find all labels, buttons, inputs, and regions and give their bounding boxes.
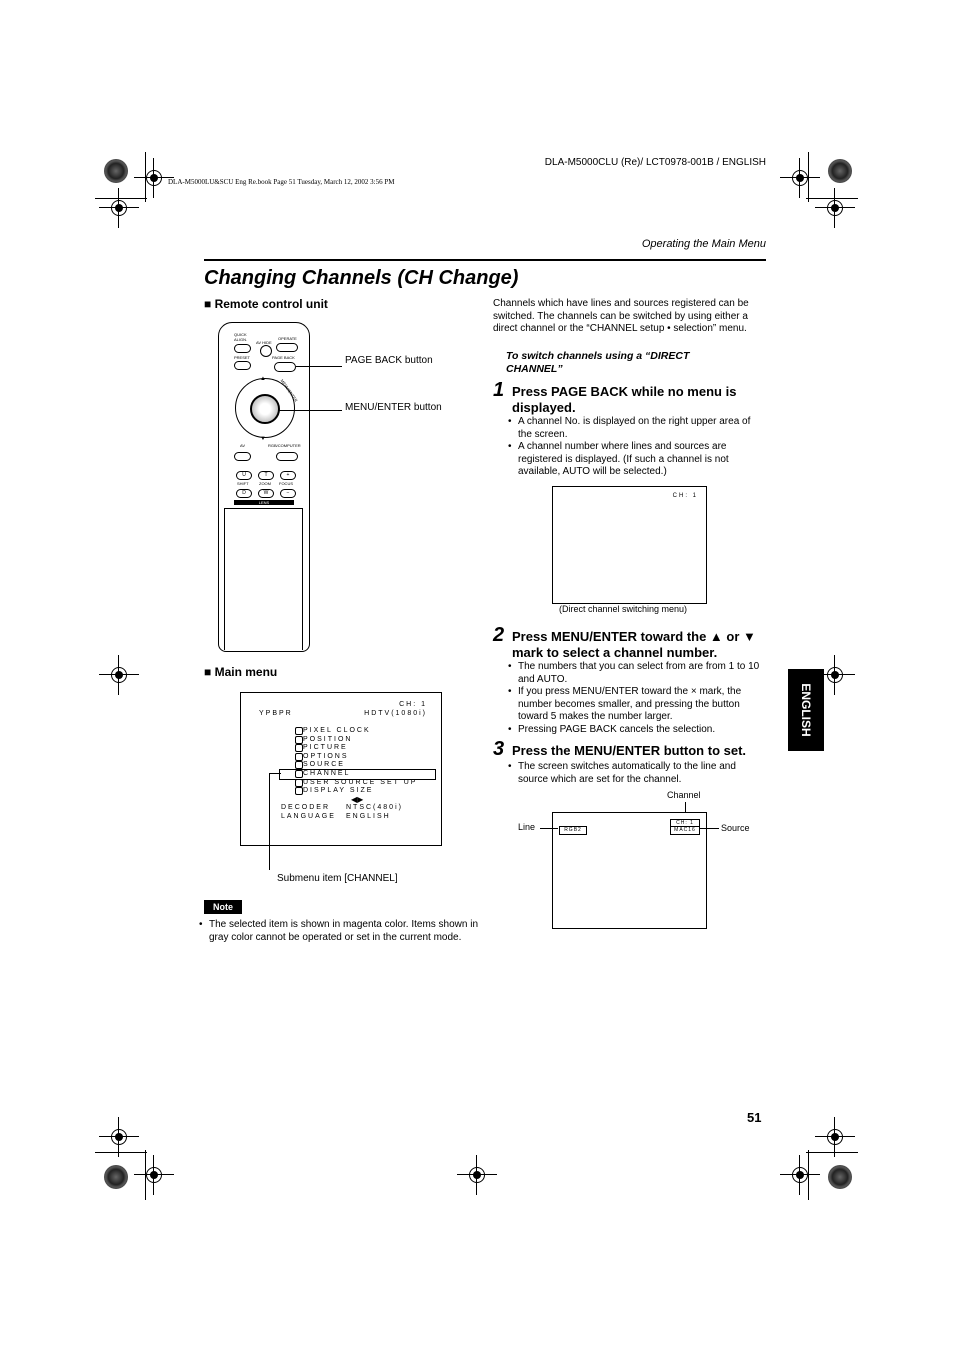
menu-item-pixel-clock[interactable]: PIXEL CLOCK — [303, 727, 371, 734]
menu-item-position[interactable]: POSITION — [303, 736, 353, 743]
crop-line — [145, 1150, 146, 1200]
screen2-line-box: RGB2 — [559, 826, 587, 835]
display-size-icon — [295, 787, 303, 795]
menu-item-source[interactable]: SOURCE — [303, 761, 345, 768]
note-text: • The selected item is shown in magenta color. Items shown in gray color cannot be operated or set in the current mode. — [198, 919, 483, 944]
main-menu-heading-text: Main menu — [214, 665, 278, 679]
operate-button[interactable] — [276, 343, 298, 352]
page-back-label: PAGE BACK — [272, 355, 295, 360]
page-back-button[interactable] — [274, 362, 296, 372]
step-1-bullets — [507, 416, 759, 479]
lens-bar: LENS — [234, 500, 294, 505]
submenu-callout: Submenu item [CHANNEL] — [277, 873, 398, 884]
options-icon — [295, 753, 303, 761]
registration-mark — [457, 1155, 497, 1195]
channel-switch-screen — [552, 812, 707, 929]
crop-line — [95, 198, 147, 199]
step-3-bullet: • The screen switches automatically to the line and source which are set for the channel. — [507, 761, 759, 786]
remote-control-illustration — [218, 322, 310, 652]
step-2-bullet: • Pressing PAGE BACK cancels the selection. — [507, 724, 764, 737]
focus-label: FOCUS — [279, 481, 293, 486]
registration-disc — [104, 1165, 128, 1189]
menu-item-channel[interactable]: CHANNEL — [303, 770, 351, 777]
av-hide-label: AV HIDE — [256, 340, 272, 345]
intro-text: Channels which have lines and sources registered can be switched. The channels can be switched by using either a direct channel or the “CHANNEL setup • selection” menu. — [493, 298, 749, 334]
language-label: LANGUAGE — [281, 813, 336, 820]
registration-mark — [99, 1117, 139, 1157]
crop-line — [806, 1152, 858, 1153]
crop-line — [808, 1150, 809, 1200]
direct-channel-screen — [552, 486, 707, 604]
main-menu-screen — [240, 692, 442, 846]
line-callout-line — [540, 828, 558, 829]
language-value[interactable]: ENGLISH — [346, 813, 391, 820]
menu-channel-number: CH: 1 — [399, 701, 427, 708]
registration-disc — [104, 159, 128, 183]
english-side-tab — [788, 669, 824, 751]
up-arrow-icon: ▲ — [260, 376, 266, 382]
preset-label: PRESET — [234, 355, 251, 360]
source-icon — [295, 761, 303, 769]
subheading: To switch channels using a “DIRECT CHANNEL” — [506, 350, 690, 375]
step-3-bullets — [507, 761, 759, 786]
menu-item-options[interactable]: OPTIONS — [303, 753, 349, 760]
picture-icon — [295, 744, 303, 752]
channel-label: Channel — [667, 790, 701, 800]
step-3-number: 3 — [493, 738, 505, 760]
registration-mark — [99, 655, 139, 695]
menu-item-display-size[interactable]: DISPLAY SIZE — [303, 787, 374, 794]
position-icon — [295, 736, 303, 744]
note-list — [198, 919, 483, 944]
menu-input-name: YPBPR — [259, 710, 293, 717]
menu-enter-callout: MENU/ENTER button — [345, 402, 442, 413]
line-label: Line — [518, 822, 536, 832]
decoder-label: DECODER — [281, 804, 331, 811]
screen1-caption: (Direct channel switching menu) — [559, 604, 688, 614]
av-hide-button[interactable] — [260, 345, 272, 357]
source-label: Source — [721, 823, 750, 833]
step-2-bullets — [507, 661, 764, 736]
page-back-callout-line — [296, 366, 342, 367]
registration-mark — [815, 188, 855, 228]
crop-line — [145, 152, 146, 202]
book-info: DLA-M5000LU&SCU Eng Re.book Page 51 Tuesday, March 12, 2002 3:56 PM — [168, 178, 395, 186]
main-menu-heading — [204, 665, 277, 679]
channel-icon — [295, 770, 303, 778]
av-button[interactable] — [234, 452, 251, 461]
remote-heading — [204, 297, 328, 311]
menu-enter-callout-line — [278, 410, 342, 411]
crop-line — [95, 1152, 147, 1153]
document-id: DLA-M5000CLU (Re)/ LCT0978-001B / ENGLISH — [544, 157, 766, 168]
header-rule — [204, 259, 766, 261]
step-2-bullet: • If you press MENU/ENTER toward the × mark, the number becomes smaller, and pressing the button toward 5 makes the number larger. — [507, 686, 764, 724]
step-1-title: Press PAGE BACK while no menu is displayed. — [512, 384, 737, 415]
remote-heading-text: Remote control unit — [214, 297, 328, 311]
menu-enter-button[interactable] — [250, 394, 280, 424]
menu-signal-format: HDTV(1080i) — [364, 710, 427, 717]
step-1-number: 1 — [493, 379, 505, 401]
operate-label: OPERATE — [278, 336, 297, 341]
menu-item-picture[interactable]: PICTURE — [303, 744, 348, 751]
crop-line — [808, 152, 809, 202]
av-label: AV — [240, 443, 246, 448]
menu-item-user-source-set-up[interactable]: USER SOURCE SET UP — [303, 779, 418, 786]
pixel-clock-icon — [295, 727, 303, 735]
registration-mark — [780, 158, 820, 198]
registration-mark — [815, 1117, 855, 1157]
w-button[interactable]: W — [258, 489, 274, 498]
page-title: Changing Channels (CH Change) — [204, 267, 519, 289]
registration-mark — [780, 1155, 820, 1195]
source-callout-line — [699, 828, 719, 829]
square-bullet-icon: ■ — [204, 665, 215, 679]
step-1-bullet: • A channel No. is displayed on the right upper area of the screen. — [507, 416, 759, 441]
screen2-channel-box: CH: 1 — [670, 819, 700, 827]
rgb-computer-button[interactable] — [276, 452, 298, 461]
left-right-arrows-icon: ◀▶ — [351, 795, 364, 804]
step-2-bullet: • The numbers that you can select from are from 1 to 10 and AUTO. — [507, 661, 764, 686]
shift-label: SHIFT — [237, 481, 249, 486]
screen2-source-box: MAC16 — [670, 826, 700, 835]
registration-mark — [134, 1155, 174, 1195]
minus-button[interactable]: − — [280, 489, 296, 498]
step-1-bullet: • A channel number where lines and sources are registered is displayed. (If such a channel is not available, AUTO will be selected.) — [507, 441, 759, 479]
english-tab-label: ENGLISH — [799, 683, 813, 737]
submenu-callout-line — [269, 773, 270, 870]
step-3-title: Press the MENU/ENTER button to set. — [512, 743, 747, 758]
down-arrow-icon: ▼ — [260, 436, 266, 442]
page-back-callout: PAGE BACK button — [345, 355, 433, 366]
registration-mark — [99, 188, 139, 228]
step-2-number: 2 — [493, 624, 505, 646]
plus-button[interactable]: + — [280, 471, 296, 480]
menu-enter-label: MENU/ENTER — [279, 378, 299, 403]
registration-disc — [828, 159, 852, 183]
u-button[interactable]: U — [236, 471, 252, 480]
quick-align-button[interactable] — [234, 344, 251, 353]
square-bullet-icon: ■ — [204, 297, 215, 311]
user-source-icon — [295, 779, 303, 787]
registration-disc — [828, 1165, 852, 1189]
zoom-label: ZOOM — [259, 481, 271, 486]
step-2-title: Press MENU/ENTER toward the ▲ or ▼ mark to select a channel number. — [512, 629, 756, 660]
submenu-callout-line-h — [269, 773, 281, 774]
decoder-value[interactable]: NTSC(480i) — [346, 804, 403, 811]
page-number: 51 — [747, 1110, 762, 1125]
d-button[interactable]: D — [236, 489, 252, 498]
t-button[interactable]: T — [258, 471, 274, 480]
rgb-computer-label: RGB/COMPUTER — [268, 443, 301, 448]
note-badge: Note — [204, 900, 242, 914]
screen1-channel: CH: 1 — [672, 493, 698, 499]
section-title: Operating the Main Menu — [641, 238, 766, 250]
crop-line — [806, 198, 858, 199]
quick-align-label: QUICK ALIGN. — [234, 332, 248, 342]
preset-button[interactable] — [234, 361, 251, 370]
